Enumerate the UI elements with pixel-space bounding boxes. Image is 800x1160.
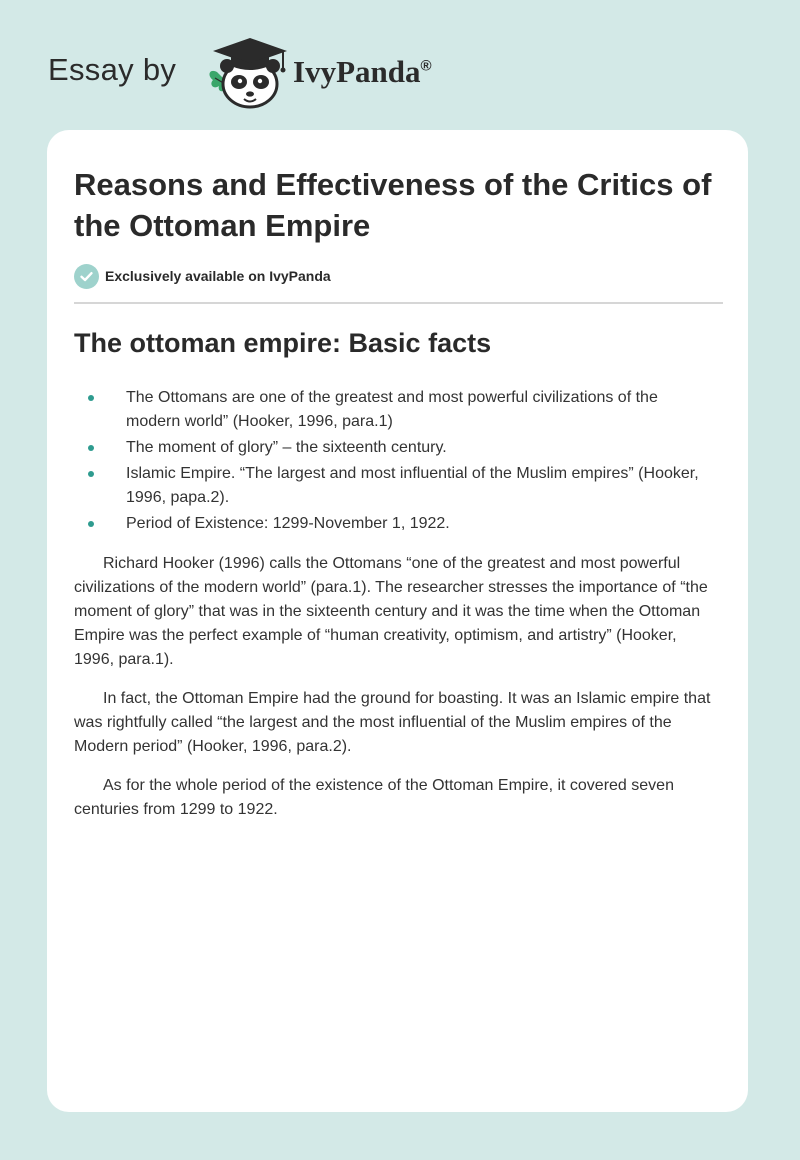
essay-card: [47, 130, 748, 1112]
body-paragraph: As for the whole period of the existence of the Ottoman Empire, it covered seven centuries from 1299 to 1922.: [74, 777, 674, 818]
brand-prefix: Essay by: [48, 52, 177, 87]
brand-header: [48, 34, 548, 110]
divider: [74, 302, 723, 304]
brand-name[interactable]: IvyPanda®: [293, 54, 432, 89]
facts-list: [74, 386, 714, 538]
section-heading: The ottoman empire: Basic facts: [74, 328, 492, 358]
essay-body: [74, 552, 714, 837]
panda-graduate-logo-icon: [203, 34, 291, 110]
body-paragraph: In fact, the Ottoman Empire had the ground for boasting. It was an Islamic empire that was rightfully called “the largest and the most influential of the Muslim empires of the Modern period” (Hooker, 1996, para.2).: [74, 690, 711, 755]
bullet-dot-icon: [88, 445, 94, 451]
bullet-dot-icon: [88, 395, 94, 401]
list-item: [74, 512, 714, 536]
list-item-text: Islamic Empire. “The largest and most influential of the Muslim empires” (Hooker, 1996, papa.2).: [126, 465, 699, 506]
registered-mark: ®: [420, 57, 432, 75]
list-item: [74, 462, 714, 510]
exclusive-badge: [74, 263, 331, 289]
list-item: [74, 436, 714, 460]
list-item-text: The moment of glory” – the sixteenth century.: [126, 439, 447, 456]
list-item-text: The Ottomans are one of the greatest and most powerful civilizations of the modern world” (Hooker, 1996, para.1): [126, 389, 658, 430]
check-circle-icon: [74, 264, 99, 289]
page-title: Reasons and Effectiveness of the Critics of the Ottoman Empire: [74, 167, 712, 243]
body-paragraph: Richard Hooker (1996) calls the Ottomans “one of the greatest and most powerful civilizations of the modern world” (para.1). The researcher stresses the importance of “the moment of glory” that was in the sixteenth century and it was the time when the Ottoman Empire was the perfect example of “human creativity, optimism, and artistry” (Hooker, 1996, para.1).: [74, 555, 708, 668]
exclusive-label: Exclusively available on IvyPanda: [105, 268, 331, 284]
list-item: [74, 386, 714, 434]
bullet-dot-icon: [88, 471, 94, 477]
list-item-text: Period of Existence: 1299-November 1, 1922.: [126, 515, 450, 532]
bullet-dot-icon: [88, 521, 94, 527]
